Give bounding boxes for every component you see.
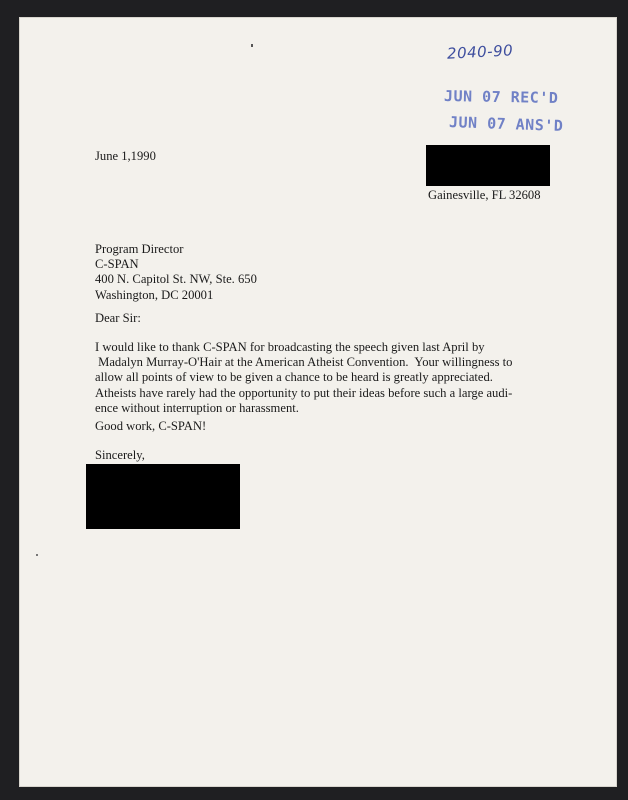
body-line: Atheists have rarely had the opportunity to put their ideas before such a large audi- [95, 385, 513, 400]
answered-date-stamp: JUN 07 ANS'D [448, 113, 564, 135]
salutation: Dear Sir: [95, 311, 141, 325]
closing-remark: Good work, C-SPAN! [95, 419, 207, 433]
body-paragraph [95, 340, 565, 416]
paper-speck [36, 554, 38, 556]
received-date-stamp: JUN 07 REC'D [443, 87, 559, 107]
sign-off: Sincerely, [95, 448, 145, 462]
recipient-line: Program Director [95, 242, 184, 256]
recipient-address [95, 242, 257, 303]
body-line: ence without interruption or harassment. [95, 400, 299, 415]
recipient-line: Washington, DC 20001 [95, 287, 214, 302]
recipient-line: C-SPAN [95, 257, 139, 272]
body-line: Madalyn Murray-O'Hair at the American Atheist Convention. Your willingness to [95, 355, 513, 370]
body-line: allow all points of view to be given a chance to be heard is greatly appreciated. [95, 370, 493, 385]
letter-date: June 1,1990 [95, 149, 156, 163]
paper-speck [251, 44, 253, 47]
sender-city-line: Gainesville, FL 32608 [428, 188, 541, 202]
recipient-line: 400 N. Capitol St. NW, Ste. 650 [95, 272, 257, 287]
body-line: I would like to thank C-SPAN for broadcasting the speech given last April by [95, 340, 485, 354]
signature-redaction-block [86, 464, 240, 529]
letter-page [19, 17, 617, 787]
sender-redaction-block [426, 145, 550, 186]
handwritten-file-number: 2040-90 [446, 41, 514, 63]
